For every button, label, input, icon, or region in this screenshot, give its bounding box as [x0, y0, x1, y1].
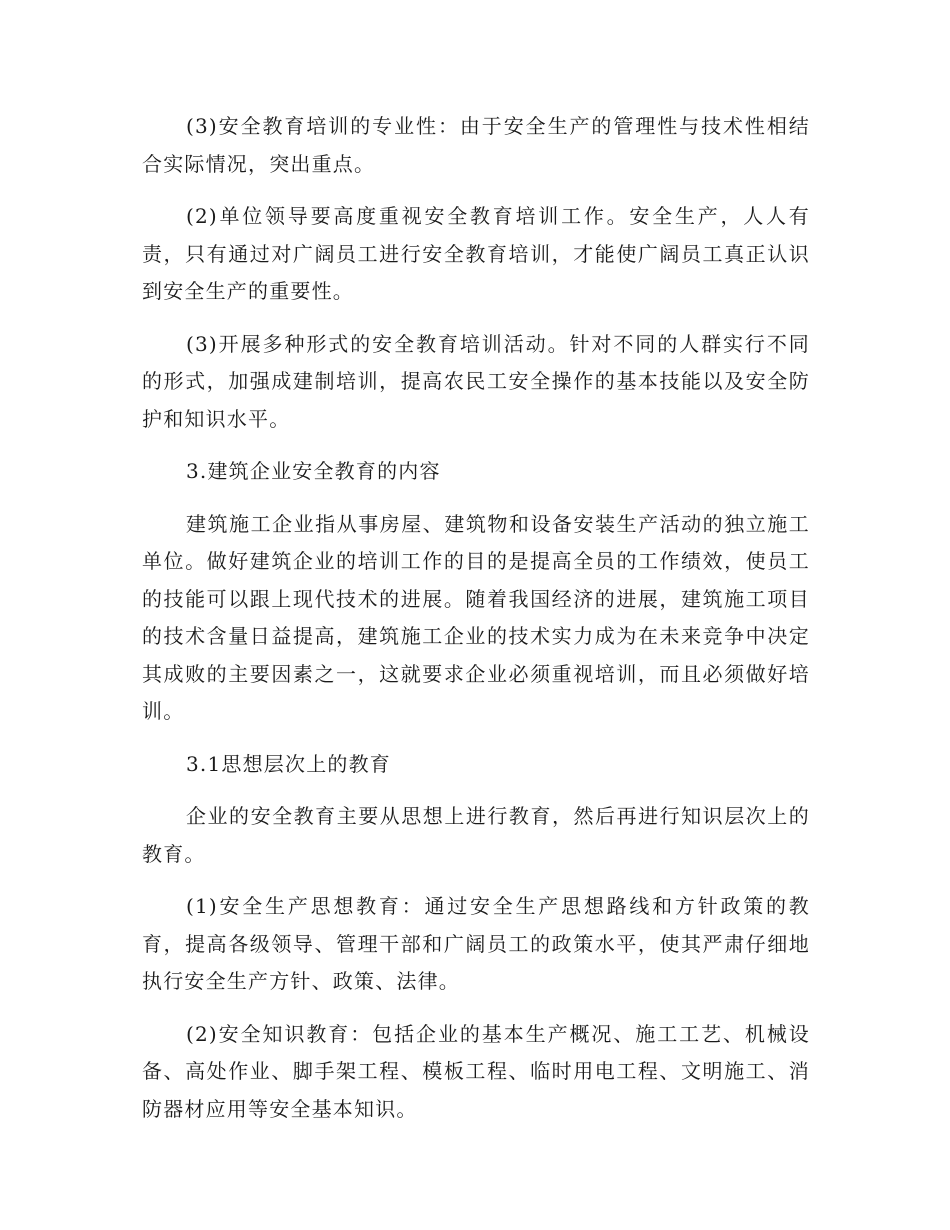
paragraph-construction-enterprise: 建筑施工企业指从事房屋、建筑物和设备安装生产活动的独立施工单位。做好建筑企业的培训工作的目的是提高全员的工作绩效，使员工的技能可以跟上现代技术的进展。随着我国经济的进展，建筑施工项目的技术含量日益提高，建筑施工企业的技术实力成为在未来竞争中决定其成败的主要因素之一，这就要求企业必须重视培训，而且必须做好培训。	[142, 511, 810, 723]
section-heading-3: 3.建筑企业安全教育的内容	[186, 459, 441, 483]
paragraph-ideological-education: 企业的安全教育主要从思想上进行教育，然后再进行知识层次上的教育。	[142, 804, 810, 866]
document-body	[142, 108, 810, 1143]
paragraph-training-activities: (3)开展多种形式的安全教育培训活动。针对不同的人群实行不同的形式，加强成建制培训，提高农民工安全操作的基本技能以及安全防护和知识水平。	[142, 331, 810, 431]
paragraph-safety-training-professionalism: (3)安全教育培训的专业性：由于安全生产的管理性与技术性相结合实际情况，突出重点。	[142, 114, 810, 176]
paragraph-safety-knowledge-education: (2)安全知识教育：包括企业的基本生产概况、施工工艺、机械设备、高处作业、脚手架工程、模板工程、临时用电工程、文明施工、消防器材应用等安全基本知识。	[142, 1021, 810, 1121]
section-heading-3-1: 3.1思想层次上的教育	[186, 751, 392, 776]
paragraph-leadership-attention: (2)单位领导要高度重视安全教育培训工作。安全生产，人人有责，只有通过对广阔员工进行安全教育培训，才能使广阔员工真正认识到安全生产的重要性。	[142, 204, 810, 303]
paragraph-safety-thought-education: (1)安全生产思想教育：通过安全生产思想路线和方针政策的教育，提高各级领导、管理干部和广阔员工的政策水平，使其严肃仔细地执行安全生产方针、政策、法律。	[142, 894, 810, 993]
